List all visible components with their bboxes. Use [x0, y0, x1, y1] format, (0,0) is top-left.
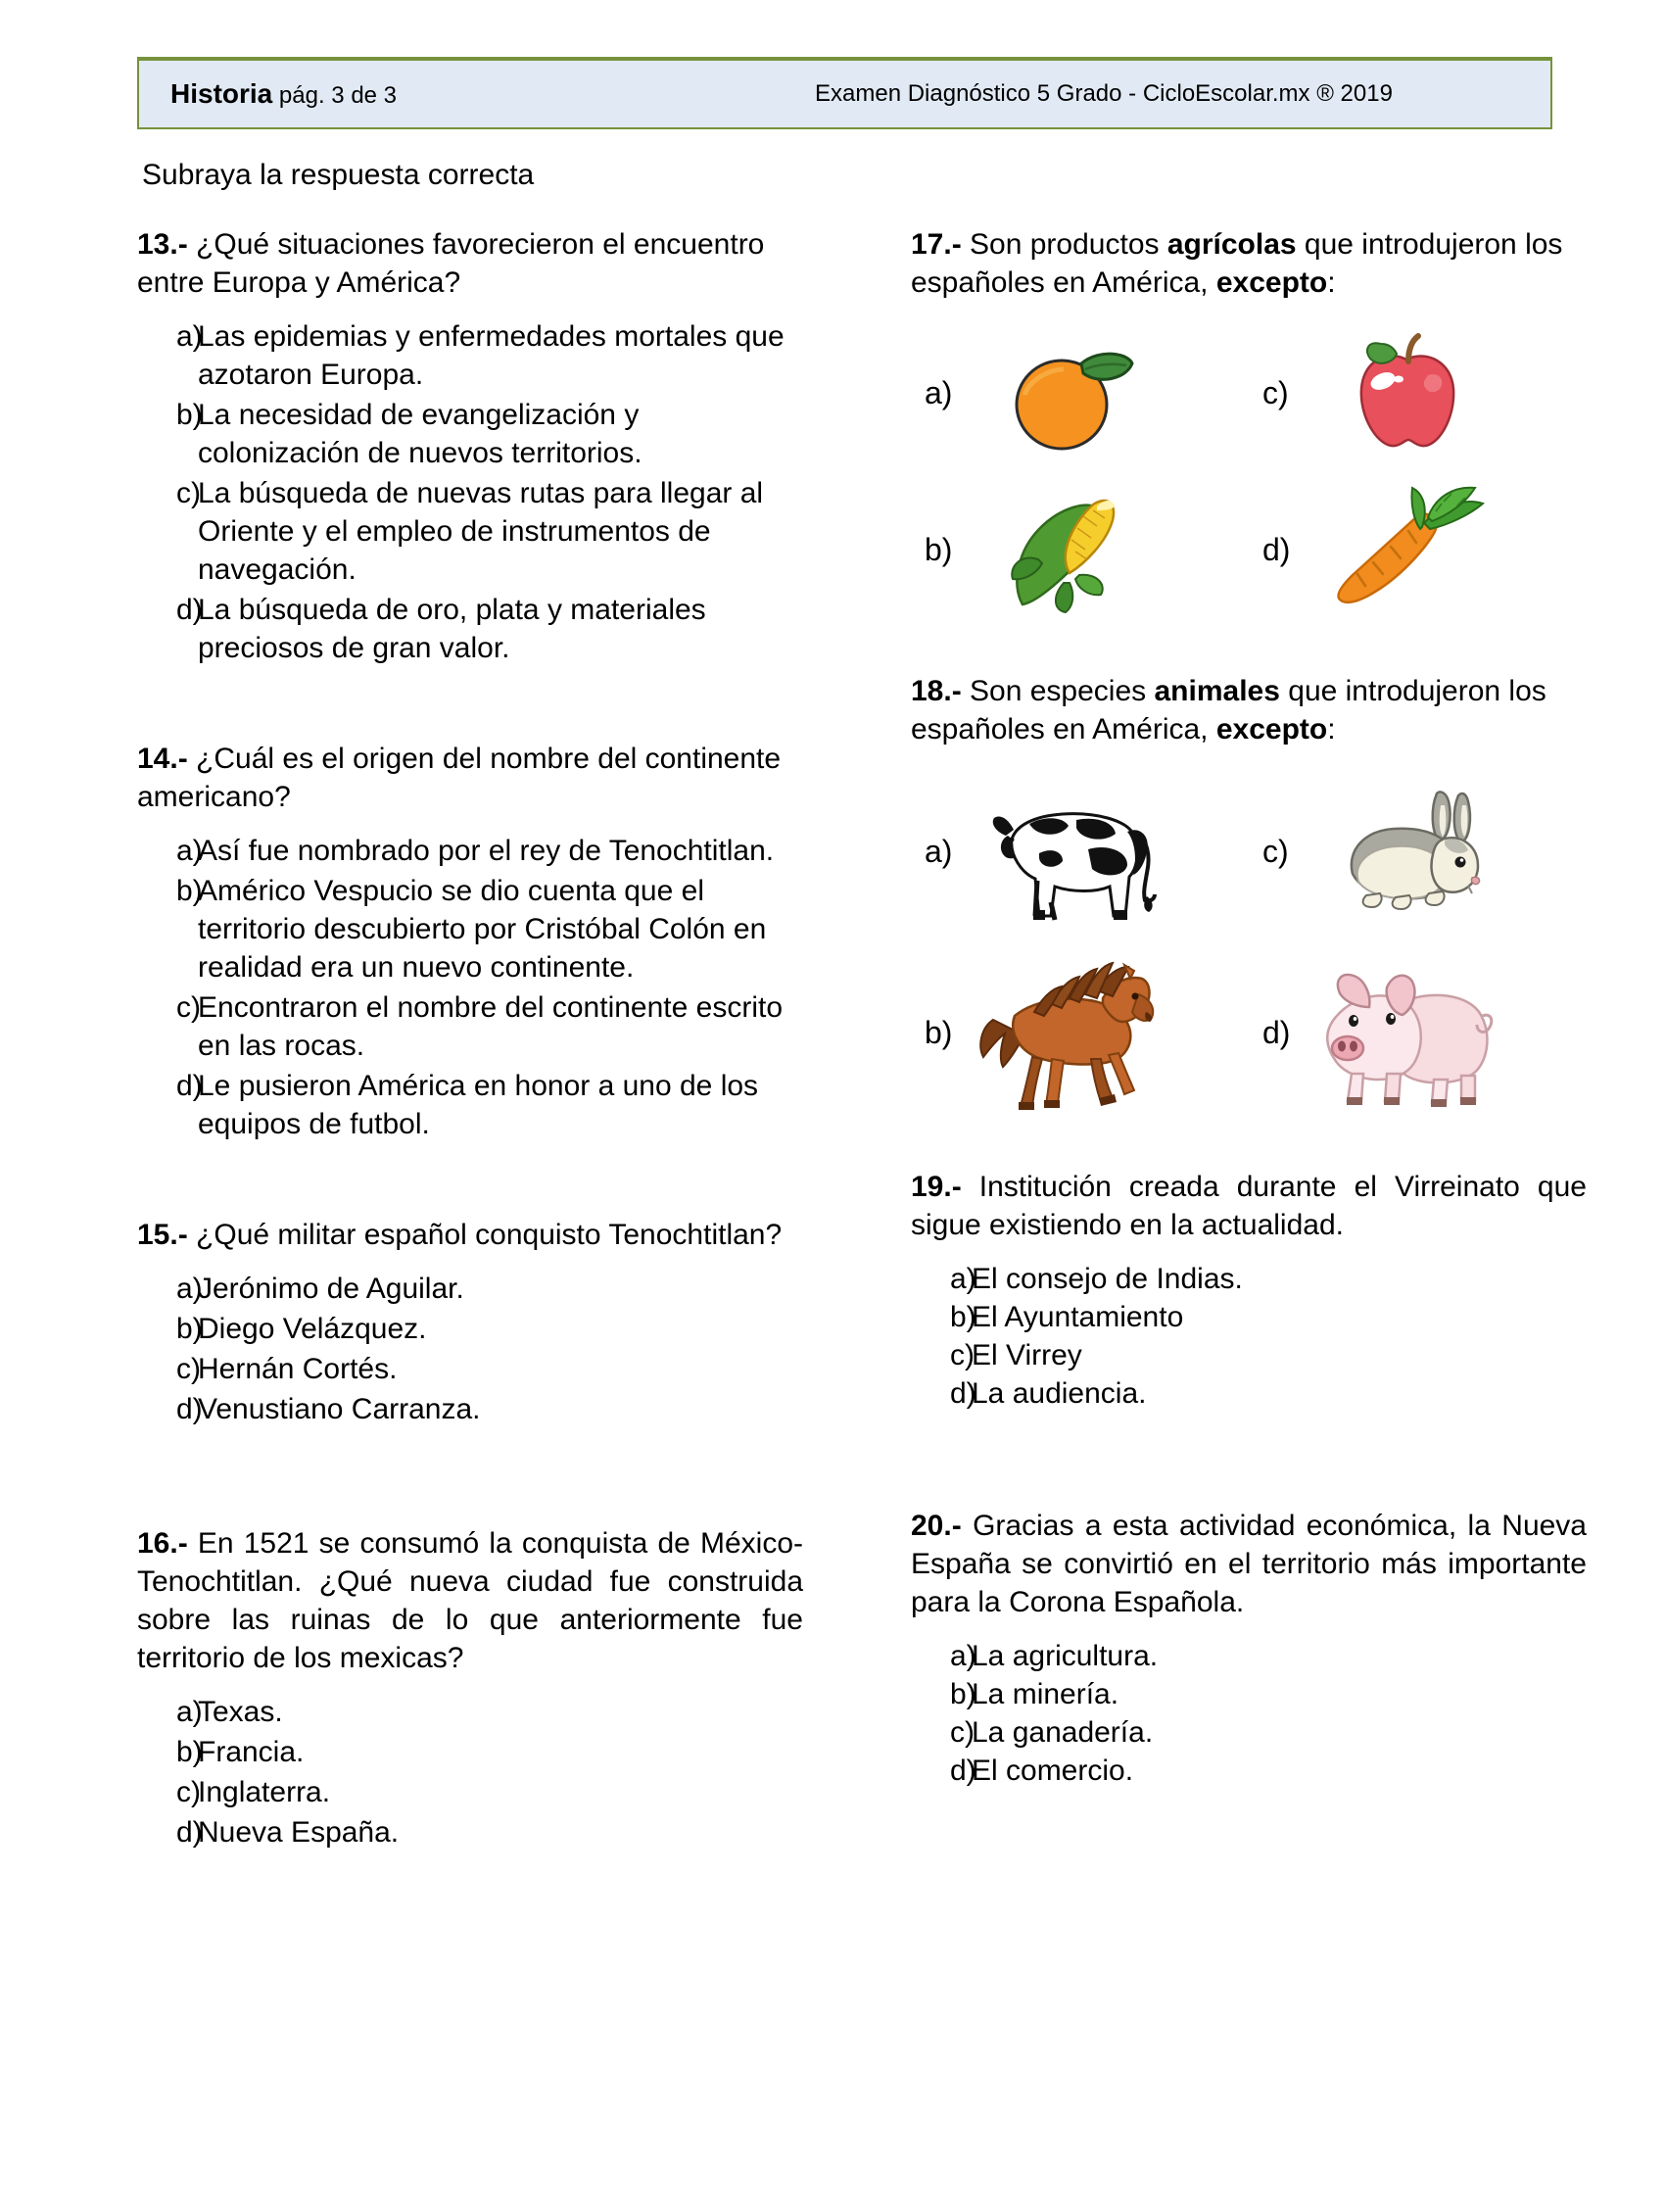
option-text: La ganadería. — [972, 1716, 1154, 1750]
horse-icon — [975, 947, 1162, 1119]
option-item[interactable] — [137, 1733, 803, 1771]
option-letter: a) — [176, 320, 203, 354]
exam-page — [0, 57, 1665, 2212]
option-item[interactable] — [911, 1713, 1587, 1752]
question-14-body: ¿Cuál es el origen del nombre del continente americano? — [137, 743, 782, 814]
option-text: Encontraron el nombre del continente escrito en las rocas. — [198, 991, 784, 1063]
option-letter: a) — [176, 835, 203, 868]
question-17 — [911, 225, 1587, 623]
option-letter: c) — [176, 1776, 201, 1809]
question-15-number: 15.- — [137, 1219, 188, 1252]
option-letter: c) — [950, 1339, 975, 1372]
spacer — [911, 623, 1587, 643]
question-18-part2: que introdujeron los españoles en América, — [911, 675, 1546, 746]
question-18-image-options — [911, 766, 1587, 1119]
option-letter: d) — [176, 594, 203, 627]
question-14-options — [137, 832, 803, 1143]
option-letter: a) — [925, 834, 953, 870]
option-item[interactable] — [137, 988, 803, 1065]
image-option-rabbit[interactable] — [1249, 766, 1587, 938]
question-17-number: 17.- — [911, 228, 962, 262]
option-text: El consejo de Indias. — [972, 1263, 1243, 1296]
question-18 — [911, 672, 1587, 1119]
question-17-bold-excepto: excepto — [1215, 266, 1328, 300]
option-letter: b) — [950, 1301, 976, 1334]
option-item[interactable] — [137, 1773, 803, 1811]
option-text: Las epidemias y enfermedades mortales que azotaron Europa. — [198, 320, 785, 392]
option-letter: b) — [176, 875, 203, 908]
question-17-text — [911, 225, 1587, 302]
spacer — [911, 1119, 1587, 1138]
question-20-number: 20.- — [911, 1510, 962, 1543]
image-option-corn[interactable] — [911, 476, 1249, 623]
question-19-body: Institución creada durante el Virreinato que sigue existiendo en la actualidad. — [911, 1171, 1587, 1242]
option-letter: a) — [176, 1696, 203, 1729]
left-column — [137, 212, 813, 1853]
question-17-part1: Son productos — [961, 228, 1167, 262]
question-16-body: En 1521 se consumó la conquista de México-Tenochtitlan. ¿Qué nueva ciudad fue construida sobre las ruinas de lo que anteriormente fue territorio de los mexicas? — [137, 1527, 803, 1675]
option-letter: d) — [176, 1816, 203, 1850]
option-letter: c) — [176, 991, 201, 1025]
image-option-horse[interactable] — [911, 947, 1249, 1119]
cow-icon — [975, 766, 1162, 938]
option-item[interactable] — [911, 1752, 1587, 1790]
option-letter: b) — [925, 1015, 953, 1051]
option-text: La minería. — [972, 1678, 1119, 1711]
option-item[interactable] — [911, 1336, 1587, 1374]
rabbit-icon — [1313, 766, 1499, 938]
carrot-icon — [1313, 476, 1499, 623]
image-option-cow[interactable] — [911, 766, 1249, 938]
option-item[interactable] — [911, 1298, 1587, 1336]
question-14-text — [137, 740, 803, 816]
question-16-number: 16.- — [137, 1527, 188, 1561]
question-17-part3: : — [1327, 266, 1336, 300]
option-letter: a) — [950, 1640, 976, 1673]
option-letter: d) — [176, 1070, 203, 1103]
question-13-text — [137, 225, 803, 302]
page-header — [137, 57, 1552, 129]
option-item[interactable] — [137, 1390, 803, 1428]
question-15 — [137, 1216, 803, 1428]
option-letter: d) — [1262, 1015, 1291, 1051]
option-text: Diego Velázquez. — [198, 1313, 427, 1346]
question-18-bold-excepto: excepto — [1215, 713, 1328, 746]
image-option-carrot[interactable] — [1249, 476, 1587, 623]
option-text: Américo Vespucio se dio cuenta que el territorio descubierto por Cristóbal Colón en realidad era un nuevo continente. — [198, 875, 767, 985]
option-text: Texas. — [198, 1696, 283, 1729]
option-text: El comercio. — [972, 1755, 1134, 1788]
option-item[interactable] — [137, 396, 803, 472]
option-letter: b) — [925, 531, 953, 567]
option-letter: c) — [950, 1716, 975, 1750]
question-17-bold-agricolas: agrícolas — [1166, 228, 1297, 262]
image-option-pig[interactable] — [1249, 947, 1587, 1119]
option-text: Venustiano Carranza. — [198, 1393, 481, 1426]
option-letter: a) — [176, 1273, 203, 1306]
option-text: Hernán Cortés. — [198, 1353, 398, 1386]
question-17-image-options — [911, 319, 1587, 623]
question-20 — [911, 1507, 1587, 1790]
question-13-number: 13.- — [137, 228, 188, 262]
spacer — [137, 669, 803, 710]
question-15-text — [137, 1216, 803, 1254]
question-20-options — [911, 1637, 1587, 1790]
image-option-apple[interactable] — [1249, 319, 1587, 466]
option-item[interactable] — [137, 872, 803, 986]
spacer — [137, 1430, 803, 1495]
option-letter: c) — [176, 477, 201, 510]
spacer — [911, 1413, 1587, 1477]
content-columns — [0, 212, 1665, 1853]
question-20-body: Gracias a esta actividad económica, la Nueva España se convirtió en el territorio más importante para la Corona Española. — [911, 1510, 1587, 1619]
option-letter: b) — [950, 1678, 976, 1711]
option-item[interactable] — [911, 1260, 1587, 1298]
option-letter: d) — [950, 1755, 976, 1788]
right-column — [911, 212, 1587, 1790]
question-18-text — [911, 672, 1587, 748]
option-letter: b) — [176, 1313, 203, 1346]
option-letter: c) — [1262, 834, 1289, 870]
option-letter: c) — [1262, 374, 1289, 410]
option-item[interactable] — [911, 1374, 1587, 1413]
option-text: Jerónimo de Aguilar. — [198, 1273, 464, 1306]
exam-info: Examen Diagnóstico 5 Grado - CicloEscolar.mx ® 2019 — [815, 80, 1393, 107]
option-text: La necesidad de evangelización y colonización de nuevos territorios. — [198, 399, 642, 470]
option-letter: b) — [176, 1736, 203, 1769]
question-13-options — [137, 317, 803, 667]
subject-title: Historia — [170, 78, 273, 109]
question-19-text — [911, 1168, 1587, 1244]
option-text: El Virrey — [972, 1339, 1082, 1372]
option-letter: d) — [176, 1393, 203, 1426]
question-16 — [137, 1524, 803, 1851]
question-14-number: 14.- — [137, 743, 188, 776]
corn-icon — [975, 476, 1162, 623]
question-18-number: 18.- — [911, 675, 962, 708]
option-text: La búsqueda de oro, plata y materiales preciosos de gran valor. — [198, 594, 706, 665]
option-text: Nueva España. — [198, 1816, 400, 1850]
option-item[interactable] — [137, 1693, 803, 1731]
option-item[interactable] — [137, 1067, 803, 1143]
pig-icon — [1313, 947, 1499, 1119]
header-box — [137, 57, 1552, 129]
header-left-text — [170, 78, 397, 110]
question-16-text — [137, 1524, 803, 1677]
question-18-bold-animales: animales — [1154, 675, 1280, 708]
option-item[interactable] — [137, 474, 803, 589]
question-13 — [137, 225, 803, 667]
option-text: Le pusieron América en honor a uno de los equipos de futbol. — [198, 1070, 759, 1141]
option-letter: d) — [950, 1377, 976, 1411]
option-letter: a) — [925, 374, 953, 410]
question-19-options — [911, 1260, 1587, 1413]
option-item[interactable] — [137, 1813, 803, 1851]
option-item[interactable] — [137, 1270, 803, 1308]
option-text: Así fue nombrado por el rey de Tenochtitlan. — [198, 835, 775, 868]
spacer — [137, 1145, 803, 1186]
image-option-orange[interactable] — [911, 319, 1249, 466]
option-item[interactable] — [911, 1637, 1587, 1675]
option-text: El Ayuntamiento — [972, 1301, 1184, 1334]
option-letter: c) — [176, 1353, 201, 1386]
option-item[interactable] — [137, 1350, 803, 1388]
page-label: pág. 3 de 3 — [278, 82, 398, 109]
question-20-text — [911, 1507, 1587, 1621]
option-item[interactable] — [137, 317, 803, 394]
question-14 — [137, 740, 803, 1143]
apple-icon — [1313, 319, 1499, 466]
question-15-options — [137, 1270, 803, 1428]
option-text: Inglaterra. — [198, 1776, 331, 1809]
option-item[interactable] — [137, 1310, 803, 1348]
option-text: La agricultura. — [972, 1640, 1159, 1673]
instruction-text: Subraya la respuesta correcta — [142, 159, 535, 191]
option-letter: a) — [950, 1263, 976, 1296]
option-text: Francia. — [198, 1736, 305, 1769]
question-13-body: ¿Qué situaciones favorecieron el encuentro entre Europa y América? — [137, 228, 765, 300]
option-item[interactable] — [137, 832, 803, 870]
question-15-body: ¿Qué militar español conquisto Tenochtitlan? — [187, 1219, 783, 1252]
option-letter: b) — [176, 399, 203, 432]
question-18-part1: Son especies — [961, 675, 1155, 708]
option-letter: d) — [1262, 531, 1291, 567]
question-17-part2: que introdujeron los españoles en América, — [911, 228, 1563, 300]
question-18-part3: : — [1327, 713, 1336, 746]
orange-icon — [975, 319, 1162, 466]
question-19 — [911, 1168, 1587, 1413]
question-16-options — [137, 1693, 803, 1851]
option-text: La búsqueda de nuevas rutas para llegar al Oriente y el empleo de instrumentos de navegación. — [198, 477, 764, 587]
option-item[interactable] — [911, 1675, 1587, 1713]
option-item[interactable] — [137, 591, 803, 667]
question-19-number: 19.- — [911, 1171, 962, 1204]
option-text: La audiencia. — [972, 1377, 1147, 1411]
